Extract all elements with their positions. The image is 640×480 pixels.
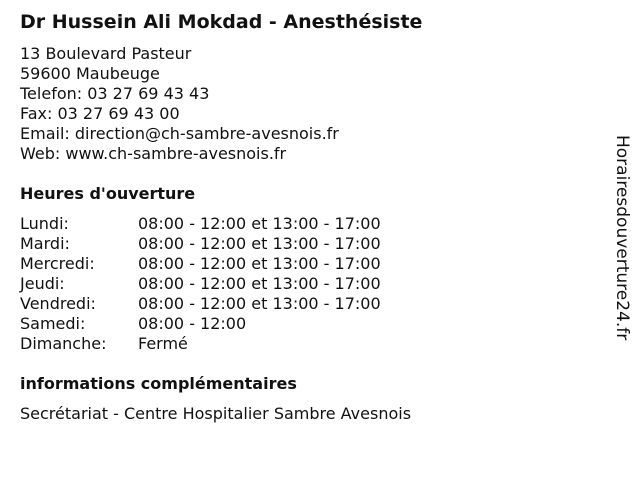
time-range: 08:00 - 12:00 et 13:00 - 17:00 xyxy=(138,214,381,233)
hours-row-monday xyxy=(20,214,440,234)
day-label: Samedi: xyxy=(20,314,86,333)
time-range: 08:00 - 12:00 et 13:00 - 17:00 xyxy=(138,254,381,273)
day-label: Dimanche: xyxy=(20,334,107,353)
hours-row-friday xyxy=(20,294,440,314)
day-label: Lundi: xyxy=(20,214,69,233)
hours-row-thursday xyxy=(20,274,440,294)
time-range: 08:00 - 12:00 et 13:00 - 17:00 xyxy=(138,274,381,293)
time-range: Fermé xyxy=(138,334,188,353)
website: Web: www.ch-sambre-avesnois.fr xyxy=(20,144,287,163)
hours-row-tuesday xyxy=(20,234,440,254)
additional-info-text: Secrétariat - Centre Hospitalier Sambre Avesnois xyxy=(20,404,412,423)
day-label: Mardi: xyxy=(20,234,70,253)
fax-number: Fax: 03 27 69 43 00 xyxy=(20,104,180,123)
opening-hours-heading: Heures d'ouverture xyxy=(20,184,196,203)
hours-row-wednesday xyxy=(20,254,440,274)
time-range: 08:00 - 12:00 et 13:00 - 17:00 xyxy=(138,234,381,253)
time-range: 08:00 - 12:00 xyxy=(138,314,247,333)
email-address: Email: direction@ch-sambre-avesnois.fr xyxy=(20,124,339,143)
address-city: 59600 Maubeuge xyxy=(20,64,160,83)
day-label: Vendredi: xyxy=(20,294,96,313)
additional-info-heading: informations complémentaires xyxy=(20,374,297,393)
page-title: Dr Hussein Ali Mokdad - Anesthésiste xyxy=(20,11,423,33)
contact-block xyxy=(20,44,339,164)
day-label: Mercredi: xyxy=(20,254,95,273)
site-watermark: Horairesdouverture24.fr xyxy=(612,135,632,341)
day-label: Jeudi: xyxy=(20,274,65,293)
address-street: 13 Boulevard Pasteur xyxy=(20,44,192,63)
hours-row-saturday xyxy=(20,314,440,334)
time-range: 08:00 - 12:00 et 13:00 - 17:00 xyxy=(138,294,381,313)
phone-number: Telefon: 03 27 69 43 43 xyxy=(20,84,210,103)
opening-hours-table xyxy=(20,214,440,354)
hours-row-sunday xyxy=(20,334,440,354)
